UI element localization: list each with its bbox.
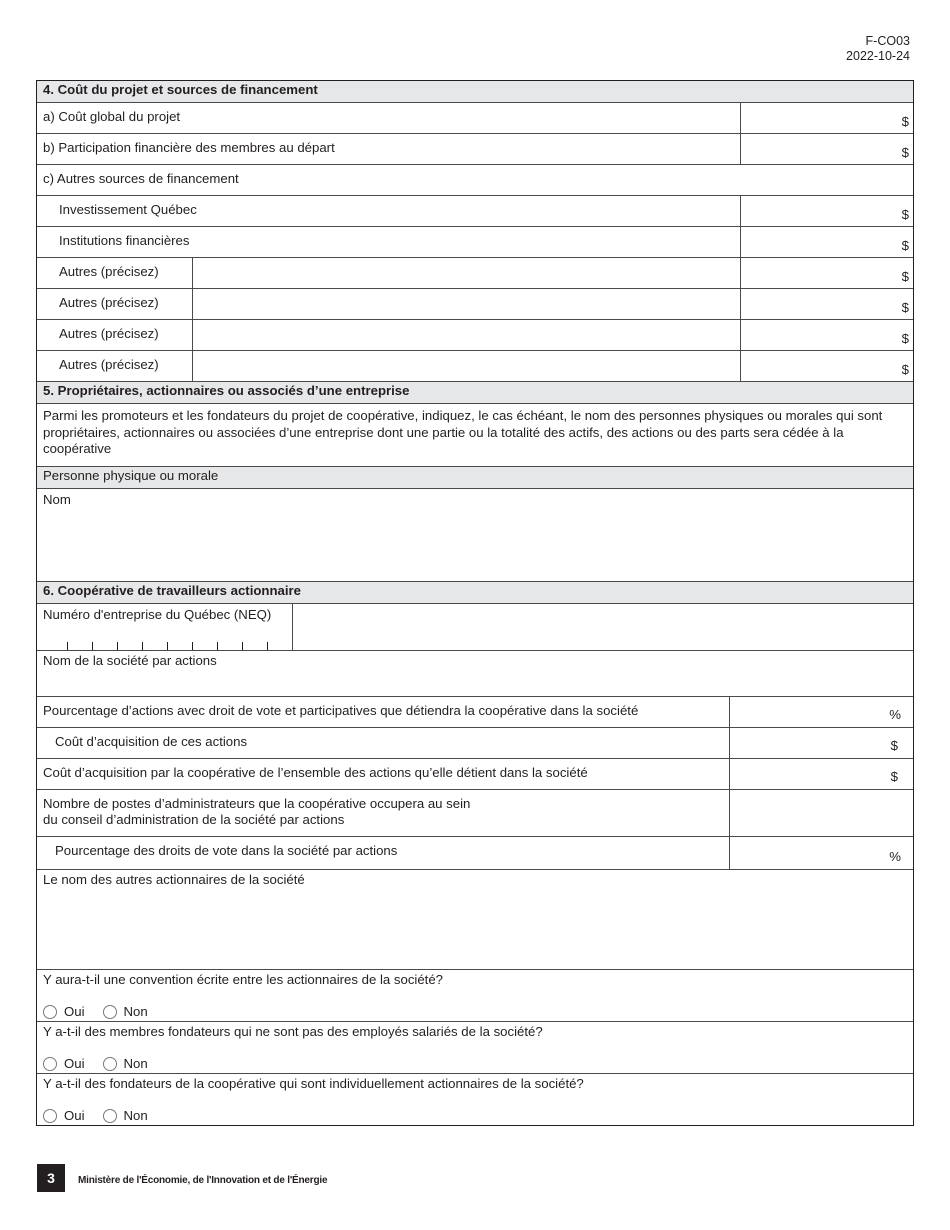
row-cout-ensemble <box>37 759 913 790</box>
participation-membres-label: b) Participation financière des membres au départ <box>43 140 335 155</box>
row-autres-precisez <box>37 351 913 382</box>
cout-global-label: a) Coût global du projet <box>43 109 181 124</box>
postes-administrateurs-field[interactable] <box>730 790 913 836</box>
radio-non[interactable] <box>103 1057 117 1071</box>
droits-vote-label: Pourcentage des droits de vote dans la société par actions <box>55 843 398 858</box>
autres-precisez-amount-field[interactable]: $ <box>901 362 909 377</box>
form-table <box>36 80 914 1126</box>
radio-oui[interactable] <box>43 1057 57 1071</box>
form-code-block <box>846 34 910 64</box>
institutions-financieres-field[interactable]: $ <box>901 238 909 253</box>
row-postes-administrateurs <box>37 790 913 837</box>
question-convention-ecrite <box>37 970 913 1022</box>
row-autres-precisez <box>37 258 913 289</box>
societe-par-actions-field[interactable] <box>37 651 913 697</box>
autres-precisez-label: Autres (précisez) <box>59 295 159 310</box>
personne-physique-morale-subheader: Personne physique ou morale <box>37 467 913 489</box>
question-label: Y a-t-il des fondateurs de la coopérative qui sont individuellement actionnaires de la société? <box>43 1076 584 1091</box>
pourcentage-actions-field[interactable]: % <box>889 707 901 722</box>
radio-non[interactable] <box>103 1005 117 1019</box>
section-5-instructions: Parmi les promoteurs et les fondateurs du projet de coopérative, indiquez, le cas échéant, le nom des personnes physiques ou morales qui sont propriétaires, actionnaires ou associées d’une entreprise dont une partie ou la totalité des actifs, des actions ou des parts sera cédée à la coopérative <box>43 408 883 456</box>
pourcentage-actions-label: Pourcentage d’actions avec droit de vote et participatives que détiendra la coopérative dans la société <box>43 703 639 718</box>
radio-group <box>43 1108 166 1123</box>
ministry-name: Ministère de l'Économie, de l'Innovation et de l'Énergie <box>78 1175 328 1186</box>
row-cout-actions <box>37 728 913 759</box>
societe-par-actions-label: Nom de la société par actions <box>43 653 217 668</box>
autres-precisez-text-field[interactable] <box>193 289 740 319</box>
question-label: Y a-t-il des membres fondateurs qui ne sont pas des employés salariés de la société? <box>43 1024 543 1039</box>
autres-precisez-text-field[interactable] <box>193 320 740 350</box>
form-code: F-CO03 <box>865 34 910 48</box>
nom-field[interactable] <box>37 489 913 582</box>
radio-oui[interactable] <box>43 1109 57 1123</box>
cout-ensemble-field[interactable]: $ <box>890 769 898 784</box>
neq-label: Numéro d'entreprise du Québec (NEQ) <box>43 607 272 622</box>
row-investissement-quebec <box>37 196 913 227</box>
row-droits-vote <box>37 837 913 870</box>
investissement-quebec-field[interactable]: $ <box>901 207 909 222</box>
autres-precisez-label: Autres (précisez) <box>59 357 159 372</box>
oui-label: Oui <box>64 1108 85 1123</box>
droits-vote-field[interactable]: % <box>889 849 901 864</box>
row-cout-global <box>37 103 913 134</box>
form-date: 2022-10-24 <box>846 49 910 63</box>
radio-non[interactable] <box>103 1109 117 1123</box>
autres-precisez-amount-field[interactable]: $ <box>901 331 909 346</box>
question-membres-fondateurs <box>37 1022 913 1074</box>
section-6-header: 6. Coopérative de travailleurs actionnaire <box>37 582 913 604</box>
postes-administrateurs-label: Nombre de postes d’administrateurs que la coopérative occupera au sein du conseil d’administration de la société par actions <box>43 796 471 827</box>
autres-precisez-text-field[interactable] <box>193 258 740 288</box>
cout-actions-label: Coût d’acquisition de ces actions <box>55 734 248 749</box>
row-institutions-financieres <box>37 227 913 258</box>
cout-ensemble-label: Coût d’acquisition par la coopérative de l’ensemble des actions qu’elle détient dans la société <box>43 765 588 780</box>
autres-actionnaires-field[interactable] <box>37 870 913 970</box>
row-participation-membres <box>37 134 913 165</box>
section-5-instructions-row <box>37 404 913 467</box>
oui-label: Oui <box>64 1004 85 1019</box>
autres-precisez-text-field[interactable] <box>193 351 740 381</box>
non-label: Non <box>123 1056 148 1071</box>
row-neq <box>37 604 913 651</box>
section-4-header: 4. Coût du projet et sources de financement <box>37 81 913 103</box>
radio-group <box>43 1004 166 1019</box>
participation-membres-field[interactable]: $ <box>901 145 909 160</box>
institutions-financieres-label: Institutions financières <box>59 233 190 248</box>
section-5-header: 5. Propriétaires, actionnaires ou associés d’une entreprise <box>37 382 913 404</box>
question-label: Y aura-t-il une convention écrite entre les actionnaires de la société? <box>43 972 444 987</box>
autres-precisez-amount-field[interactable]: $ <box>901 269 909 284</box>
non-label: Non <box>123 1004 148 1019</box>
cout-actions-field[interactable]: $ <box>890 738 898 753</box>
page-number: 3 <box>37 1164 65 1192</box>
row-autres-precisez <box>37 320 913 351</box>
autres-precisez-amount-field[interactable]: $ <box>901 300 909 315</box>
radio-group <box>43 1056 166 1071</box>
autres-precisez-label: Autres (précisez) <box>59 264 159 279</box>
row-autres-precisez <box>37 289 913 320</box>
cout-global-field[interactable]: $ <box>901 114 909 129</box>
autres-actionnaires-label: Le nom des autres actionnaires de la société <box>43 872 305 887</box>
row-pourcentage-actions <box>37 697 913 728</box>
question-fondateurs-actionnaires <box>37 1074 913 1125</box>
autres-sources-label: c) Autres sources de financement <box>43 171 239 186</box>
radio-oui[interactable] <box>43 1005 57 1019</box>
non-label: Non <box>123 1108 148 1123</box>
row-autres-sources <box>37 165 913 196</box>
investissement-quebec-label: Investissement Québec <box>59 202 197 217</box>
nom-label: Nom <box>43 492 71 507</box>
oui-label: Oui <box>64 1056 85 1071</box>
neq-field[interactable] <box>37 604 292 650</box>
neq-digit-ticks <box>67 642 292 650</box>
autres-precisez-label: Autres (précisez) <box>59 326 159 341</box>
